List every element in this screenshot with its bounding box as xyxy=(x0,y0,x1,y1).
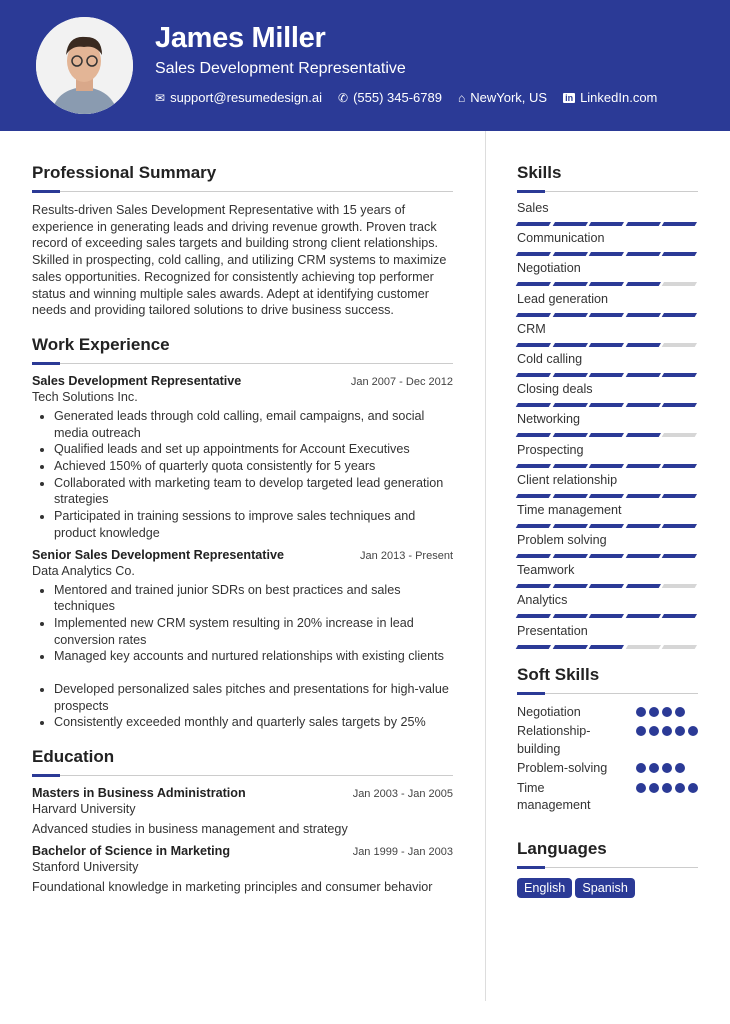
skill-level-bar xyxy=(517,464,698,468)
experience-section xyxy=(32,335,453,731)
skill-level-bar xyxy=(517,524,698,528)
rating-dot xyxy=(662,763,672,773)
education-heading: Education xyxy=(32,747,453,776)
skill-level-segment xyxy=(662,614,697,618)
skill-level-bar xyxy=(517,373,698,377)
job-title: Senior Sales Development Representative xyxy=(32,547,284,562)
skill-level-segment xyxy=(626,584,661,588)
job-bullets xyxy=(32,582,453,732)
skill-level-segment xyxy=(626,313,661,317)
skill-level-segment xyxy=(553,554,588,558)
skill-name: Prospecting xyxy=(517,442,584,457)
skill-level-bar xyxy=(517,282,698,286)
skill-item xyxy=(517,592,698,622)
location-text: NewYork, US xyxy=(470,90,548,105)
skill-level-segment xyxy=(589,282,624,286)
job-dates: Jan 2013 - Present xyxy=(360,549,453,562)
skill-name: Lead generation xyxy=(517,291,609,306)
job-bullet: • Qualified leads and set up appointments for Account Executives xyxy=(54,441,453,458)
skill-level-segment xyxy=(516,464,551,468)
job-bullet: • Collaborated with marketing team to develop targeted lead generation strategies xyxy=(54,475,453,508)
linkedin-text: LinkedIn.com xyxy=(580,90,658,105)
rating-dot xyxy=(649,707,659,717)
skill-level-segment xyxy=(553,464,588,468)
languages-section xyxy=(517,839,698,898)
skill-name: Problem solving xyxy=(517,533,607,548)
rating-dot xyxy=(662,707,672,717)
job-dates: Jan 2007 - Dec 2012 xyxy=(350,375,453,388)
skill-level-segment xyxy=(589,433,624,437)
column-divider xyxy=(485,131,486,1001)
skill-item xyxy=(517,230,698,260)
candidate-title: Sales Development Representative xyxy=(155,60,406,77)
skill-level-segment xyxy=(516,433,551,437)
soft-skill-rating xyxy=(636,780,698,815)
skill-level-bar xyxy=(517,343,698,347)
skill-level-segment xyxy=(662,524,697,528)
skill-level-segment xyxy=(662,313,697,317)
soft-skill-rating xyxy=(636,760,698,778)
soft-skill-rating xyxy=(636,704,698,722)
soft-skill-item xyxy=(517,723,698,758)
education-description: Foundational knowledge in marketing principles and consumer behavior xyxy=(32,880,433,895)
soft-skill-name: Time management xyxy=(517,780,591,813)
skill-level-bar xyxy=(517,433,698,437)
skill-level-segment xyxy=(662,433,697,437)
contact-email[interactable] xyxy=(155,90,322,105)
skill-level-segment xyxy=(662,282,697,286)
skill-level-segment xyxy=(626,614,661,618)
soft-skills-heading: Soft Skills xyxy=(517,665,698,694)
skill-item xyxy=(517,623,698,653)
education-dates: Jan 1999 - Jan 2003 xyxy=(352,846,453,859)
skill-level-segment xyxy=(516,494,551,498)
school: Harvard University xyxy=(32,802,136,817)
skill-level-segment xyxy=(662,464,697,468)
skill-item xyxy=(517,502,698,532)
skill-name: Communication xyxy=(517,231,605,246)
job-bullet: • Implemented new CRM system resulting in 20% increase in lead conversion rates xyxy=(54,615,453,648)
job-bullet: • Developed personalized sales pitches and presentations for high-value prospects xyxy=(54,681,453,714)
skill-level-segment xyxy=(626,464,661,468)
candidate-name: James Miller xyxy=(155,22,326,54)
summary-section xyxy=(32,163,453,319)
job-bullet: • Consistently exceeded monthly and quarterly sales targets by 25% xyxy=(54,714,453,731)
job-bullet: • Mentored and trained junior SDRs on best practices and sales techniques xyxy=(54,582,453,615)
contact-linkedin[interactable] xyxy=(563,90,657,105)
job-bullet: • Participated in training sessions to improve sales techniques and product knowledge xyxy=(54,508,453,541)
skill-level-segment xyxy=(662,403,697,407)
skill-name: CRM xyxy=(517,321,546,336)
home-icon: ⌂ xyxy=(457,90,466,105)
skill-level-bar xyxy=(517,494,698,498)
soft-skills-section xyxy=(517,665,698,815)
soft-skill-item xyxy=(517,704,698,722)
rating-dot xyxy=(662,783,672,793)
skill-item xyxy=(517,291,698,321)
main-column xyxy=(32,163,453,902)
rating-dot xyxy=(688,783,698,793)
skill-level-segment xyxy=(626,343,661,347)
skill-level-segment xyxy=(626,524,661,528)
skill-name: Closing deals xyxy=(517,382,593,397)
rating-dot xyxy=(688,726,698,736)
education-entry xyxy=(32,786,453,836)
languages-heading: Languages xyxy=(517,839,698,868)
skill-level-segment xyxy=(662,554,697,558)
rating-dot xyxy=(649,726,659,736)
rating-dot xyxy=(636,763,646,773)
skill-item xyxy=(517,472,698,502)
skill-name: Networking xyxy=(517,412,580,427)
phone-text: (555) 345-6789 xyxy=(353,90,442,105)
job-company: Tech Solutions Inc. xyxy=(32,389,138,404)
skill-level-segment xyxy=(626,494,661,498)
language-badge: English xyxy=(517,878,572,898)
skills-section xyxy=(517,163,698,653)
skill-name: Analytics xyxy=(517,593,568,608)
soft-skill-rating xyxy=(636,723,698,758)
skill-item xyxy=(517,381,698,411)
job-entry xyxy=(32,548,453,732)
skill-item xyxy=(517,562,698,592)
soft-skill-item xyxy=(517,760,698,778)
skill-level-segment xyxy=(589,313,624,317)
skill-level-segment xyxy=(516,222,551,226)
skill-level-segment xyxy=(516,614,551,618)
skill-level-segment xyxy=(516,282,551,286)
skill-level-segment xyxy=(589,645,624,649)
contact-location xyxy=(458,90,547,105)
skill-level-bar xyxy=(517,614,698,618)
education-section xyxy=(32,747,453,894)
job-bullet: • Managed key accounts and nurtured relationships with existing clients xyxy=(54,648,453,665)
school: Stanford University xyxy=(32,860,139,875)
skill-level-bar xyxy=(517,584,698,588)
rating-dot xyxy=(675,707,685,717)
contact-phone[interactable] xyxy=(338,90,442,105)
education-header xyxy=(32,844,453,858)
skill-item xyxy=(517,351,698,381)
rating-dot xyxy=(636,783,646,793)
soft-skill-name: Negotiation xyxy=(517,704,581,719)
skill-level-segment xyxy=(516,373,551,377)
skill-name: Time management xyxy=(517,502,622,517)
skill-level-segment xyxy=(589,494,624,498)
skill-level-segment xyxy=(589,403,624,407)
skill-level-segment xyxy=(589,614,624,618)
rating-dot xyxy=(675,763,685,773)
skill-name: Client relationship xyxy=(517,472,618,487)
education-description: Advanced studies in business management and strategy xyxy=(32,822,348,837)
soft-skill-name: Relationship-building xyxy=(517,724,591,756)
summary-text: Results-driven Sales Development Representative with 15 years of experience in generating leads and driving revenue growth. Proven track record of exceeding sales targets and building strong client relationships. Skilled in prospecting, cold calling, and utilizing CRM systems to maximize sales opportunities. Recognized for consistently achieving top performer status and winning multiple sales awards. Adept at identifying customer needs and providing tailored solutions to drive business success. xyxy=(32,203,447,318)
skill-level-bar xyxy=(517,252,698,256)
skill-level-segment xyxy=(589,584,624,588)
skill-level-segment xyxy=(553,373,588,377)
experience-heading: Work Experience xyxy=(32,335,453,364)
rating-dot xyxy=(649,783,659,793)
soft-skill-item xyxy=(517,780,698,815)
skill-level-segment xyxy=(626,373,661,377)
degree: Bachelor of Science in Marketing xyxy=(32,844,231,859)
rating-dot xyxy=(675,726,685,736)
skill-level-segment xyxy=(589,524,624,528)
skill-level-bar xyxy=(517,222,698,226)
skill-level-segment xyxy=(589,252,624,256)
skill-name: Teamwork xyxy=(517,563,575,578)
skill-level-segment xyxy=(516,313,551,317)
job-bullets xyxy=(32,408,453,542)
skill-item xyxy=(517,411,698,441)
skill-item xyxy=(517,200,698,230)
contact-list xyxy=(155,90,657,105)
skill-level-segment xyxy=(516,252,551,256)
linkedin-icon: in xyxy=(565,92,574,103)
skill-level-segment xyxy=(553,313,588,317)
skill-name: Sales xyxy=(517,201,549,215)
rating-dot xyxy=(675,783,685,793)
skill-item xyxy=(517,442,698,472)
skill-level-segment xyxy=(662,252,697,256)
skill-level-segment xyxy=(626,222,661,226)
skill-level-segment xyxy=(516,584,551,588)
job-bullet: • Generated leads through cold calling, email campaigns, and social media outreach xyxy=(54,408,453,441)
skill-level-segment xyxy=(553,524,588,528)
skill-level-segment xyxy=(626,403,661,407)
skill-level-segment xyxy=(626,554,661,558)
skill-level-segment xyxy=(516,645,551,649)
skill-item xyxy=(517,321,698,351)
skill-level-segment xyxy=(662,584,697,588)
skill-level-segment xyxy=(626,645,661,649)
rating-dot xyxy=(662,726,672,736)
skill-name: Presentation xyxy=(517,623,588,638)
skill-level-segment xyxy=(662,343,697,347)
profile-photo xyxy=(36,17,133,114)
job-header xyxy=(32,374,453,388)
skill-item xyxy=(517,532,698,562)
skill-level-segment xyxy=(662,222,697,226)
rating-dot xyxy=(636,726,646,736)
job-header xyxy=(32,548,453,562)
skill-level-segment xyxy=(553,252,588,256)
skill-level-segment xyxy=(553,645,588,649)
education-header xyxy=(32,786,453,800)
skill-level-segment xyxy=(516,403,551,407)
skills-heading: Skills xyxy=(517,163,698,192)
skill-level-segment xyxy=(589,373,624,377)
job-company: Data Analytics Co. xyxy=(32,563,135,578)
skill-level-segment xyxy=(553,403,588,407)
rating-dot xyxy=(649,763,659,773)
job-entry xyxy=(32,374,453,542)
skill-item xyxy=(517,260,698,290)
summary-heading: Professional Summary xyxy=(32,163,453,192)
degree: Masters in Business Administration xyxy=(32,786,246,801)
skill-level-segment xyxy=(553,282,588,286)
skill-level-segment xyxy=(553,614,588,618)
skill-level-segment xyxy=(516,343,551,347)
job-title: Sales Development Representative xyxy=(32,373,242,388)
skill-level-segment xyxy=(626,282,661,286)
skill-level-segment xyxy=(553,343,588,347)
skill-level-segment xyxy=(662,645,697,649)
skill-level-bar xyxy=(517,645,698,649)
skill-level-segment xyxy=(589,343,624,347)
skill-level-segment xyxy=(662,373,697,377)
skill-level-bar xyxy=(517,313,698,317)
sidebar xyxy=(517,163,698,898)
skill-level-segment xyxy=(553,494,588,498)
envelope-icon: ✉ xyxy=(155,90,166,105)
soft-skill-name: Problem-solving xyxy=(517,761,608,776)
skill-name: Cold calling xyxy=(517,351,583,366)
skill-level-segment xyxy=(553,433,588,437)
skill-level-segment xyxy=(516,554,551,558)
skill-level-segment xyxy=(553,584,588,588)
skill-level-segment xyxy=(626,433,661,437)
skill-level-segment xyxy=(662,494,697,498)
skill-level-segment xyxy=(516,524,551,528)
skill-level-segment xyxy=(589,464,624,468)
language-badge: Spanish xyxy=(575,878,635,898)
skill-level-bar xyxy=(517,554,698,558)
header xyxy=(0,0,730,131)
skill-level-segment xyxy=(589,222,624,226)
phone-icon: ✆ xyxy=(338,90,349,105)
job-bullet: • Achieved 150% of quarterly quota consistently for 5 years xyxy=(54,458,453,475)
skill-name: Negotiation xyxy=(517,261,581,276)
education-entry xyxy=(32,844,453,894)
education-dates: Jan 2003 - Jan 2005 xyxy=(352,788,453,801)
skill-level-segment xyxy=(626,252,661,256)
skill-level-segment xyxy=(553,222,588,226)
skill-level-bar xyxy=(517,403,698,407)
email-text: support@resumedesign.ai xyxy=(170,90,323,105)
rating-dot xyxy=(636,707,646,717)
skill-level-segment xyxy=(589,554,624,558)
